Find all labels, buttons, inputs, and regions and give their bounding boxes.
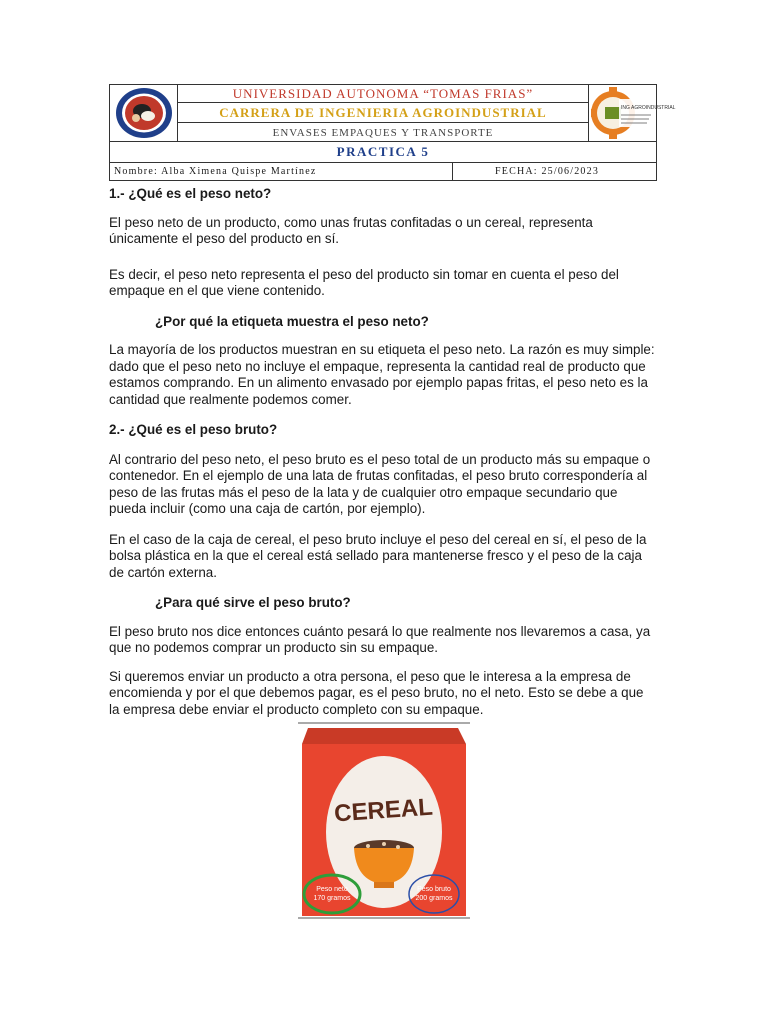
university-logo <box>110 85 178 141</box>
course-name: ENVASES EMPAQUES Y TRANSPORTE <box>272 127 494 139</box>
paragraph-2: Es decir, el peso neto representa el peso del producto sin tomar en cuenta el peso del empaque en el que viene contenido. <box>109 266 619 298</box>
university-name: UNIVERSIDAD AUTONOMA “TOMAS FRIAS” <box>178 85 588 103</box>
question-1-heading: 1.- ¿Qué es el peso neto? <box>109 186 272 201</box>
cereal-box-illustration <box>298 722 470 920</box>
subquestion-1-heading: ¿Por qué la etiqueta muestra el peso neto? <box>155 313 429 329</box>
practice-title: PRACTICA 5 <box>110 142 656 163</box>
paragraph-6: El peso bruto nos dice entonces cuánto pesará lo que realmente nos llevaremos a casa, ya que no podemos comprar un producto sin su empaque. <box>109 623 651 655</box>
paragraph-5: En el caso de la caja de cereal, el peso bruto incluye el peso del cereal en sí, el peso de la bolsa plástica en la que el cereal está sellado para mantenerse fresco y el peso de la caja de cartón externa. <box>109 531 647 580</box>
agroindustrial-logo <box>588 85 675 141</box>
document-body <box>109 186 657 718</box>
net-weight-label: Peso neto <box>316 886 348 893</box>
university-seal-icon <box>114 86 174 140</box>
document-header <box>109 84 675 181</box>
career-name: CARRERA DE INGENIERIA AGROINDUSTRIAL <box>178 103 588 123</box>
net-weight-value: 170 gramos <box>313 895 351 902</box>
svg-text:ING AGROINDUSTRIAL: ING AGROINDUSTRIAL <box>620 105 675 111</box>
header-titles <box>178 85 588 141</box>
gear-logo-icon <box>591 87 675 139</box>
gross-weight-label: Peso bruto <box>417 886 451 893</box>
paragraph-4: Al contrario del peso neto, el peso bruto es el peso total de un producto más su empaque o contenedor. En el ejemplo de una lata de frutas confitadas, el peso bruto correspondería al peso de las frutas más el peso de la lata y de cualquier otro empaque secundario que pueda incluir (como una caja de cartón, por ejemplo). <box>109 451 651 516</box>
document-date: FECHA: 25/06/2023 <box>495 166 600 177</box>
paragraph-7: Si queremos enviar un producto a otra persona, el peso que le interesa a la empresa de encomienda y por el que debemos pagar, es el peso bruto, no el neto. Esto se debe a que la empresa debe enviar el producto completo con su empaque. <box>109 668 644 717</box>
header-info-row <box>110 163 656 180</box>
gross-weight-value: 200 gramos <box>415 895 453 902</box>
header-top-row <box>110 85 675 142</box>
question-2-heading: 2.- ¿Qué es el peso bruto? <box>109 422 278 437</box>
cereal-brand-text: CEREAL <box>333 793 434 828</box>
paragraph-1: El peso neto de un producto, como unas frutas confitadas o un cereal, representa únicamente el peso del producto en sí. <box>109 214 593 246</box>
subquestion-2-heading: ¿Para qué sirve el peso bruto? <box>155 595 351 610</box>
student-name: Nombre: Alba Ximena Quispe Martínez <box>110 163 453 180</box>
paragraph-3: La mayoría de los productos muestran en su etiqueta el peso neto. La razón es muy simple: dado que el peso neto no incluye el empaque, representa la cantidad real de producto que estamos comprando. En un alimento envasado por ejemplo papas fritas, el peso neto es la cantidad que realmente podemos comer. <box>109 342 655 407</box>
